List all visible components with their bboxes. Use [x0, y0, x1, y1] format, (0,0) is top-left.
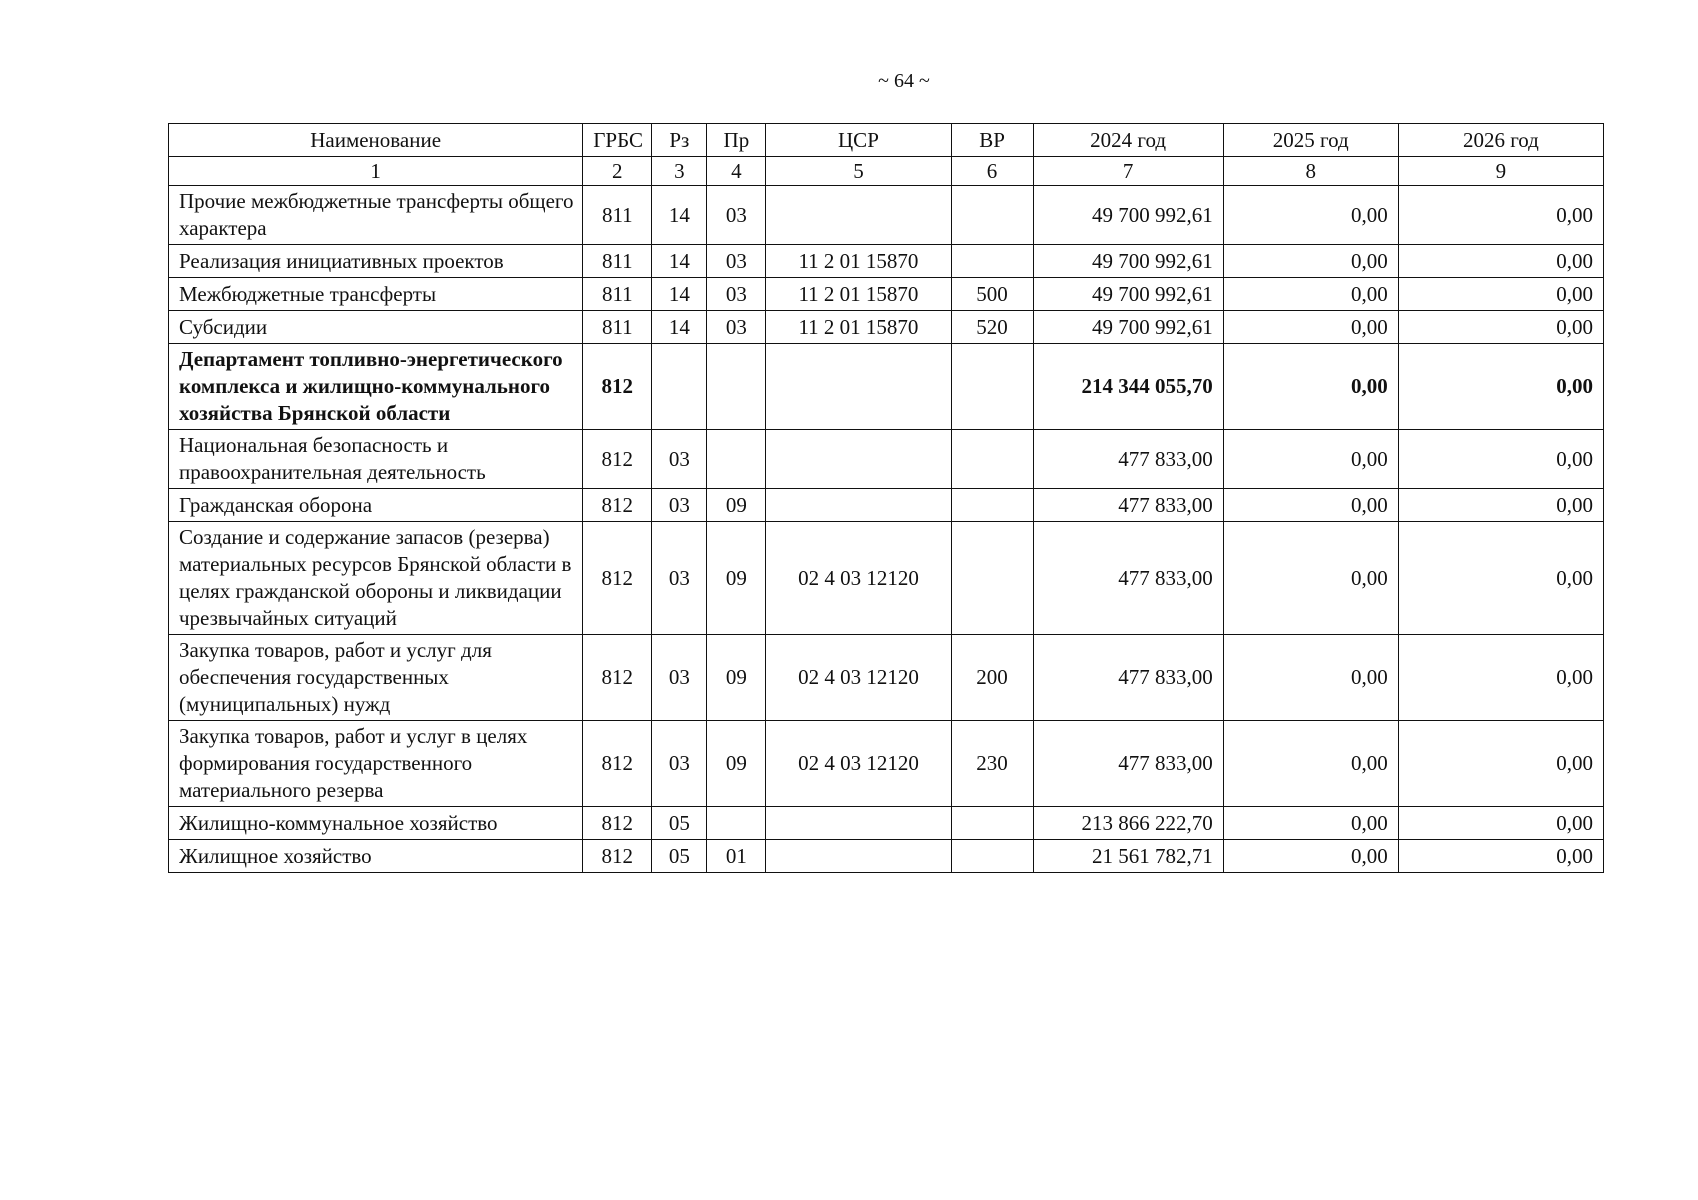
cell-2024: 477 833,00 [1033, 721, 1223, 807]
cell-2026: 0,00 [1398, 186, 1603, 245]
cell-csr: 02 4 03 12120 [766, 721, 951, 807]
cell-vr: 500 [951, 278, 1033, 311]
cell-csr: 11 2 01 15870 [766, 245, 951, 278]
cell-vr [951, 245, 1033, 278]
cell-2025: 0,00 [1223, 635, 1398, 721]
cell-csr [766, 807, 951, 840]
cell-rz: 03 [652, 430, 707, 489]
header-cell-2025: 2025 год [1223, 124, 1398, 157]
header-cell-vr: ВР [951, 124, 1033, 157]
cell-vr [951, 522, 1033, 635]
cell-grbs: 812 [583, 344, 652, 430]
cell-name: Субсидии [169, 311, 583, 344]
cell-2026: 0,00 [1398, 245, 1603, 278]
cell-2025: 0,00 [1223, 311, 1398, 344]
cell-2025: 0,00 [1223, 721, 1398, 807]
cell-csr: 02 4 03 12120 [766, 522, 951, 635]
cell-csr [766, 430, 951, 489]
cell-2024: 49 700 992,61 [1033, 278, 1223, 311]
cell-name: Закупка товаров, работ и услуг в целях формирования государственного материального резерва [169, 721, 583, 807]
cell-name: Межбюджетные трансферты [169, 278, 583, 311]
cell-csr [766, 840, 951, 873]
header-cell-2026: 2026 год [1398, 124, 1603, 157]
cell-2024: 477 833,00 [1033, 489, 1223, 522]
cell-pr: 09 [707, 489, 766, 522]
cell-name: Создание и содержание запасов (резерва) материальных ресурсов Брянской области в целях гражданской обороны и ликвидации чрезвычайных ситуаций [169, 522, 583, 635]
cell-2025: 0,00 [1223, 344, 1398, 430]
cell-2026: 0,00 [1398, 430, 1603, 489]
cell-vr [951, 344, 1033, 430]
cell-2025: 0,00 [1223, 489, 1398, 522]
cell-csr [766, 186, 951, 245]
cell-grbs: 812 [583, 635, 652, 721]
table-row [169, 311, 1604, 344]
cell-csr [766, 344, 951, 430]
header-row [169, 124, 1604, 157]
cell-2025: 0,00 [1223, 186, 1398, 245]
table-row [169, 245, 1604, 278]
column-number: 1 [169, 157, 583, 186]
cell-name: Жилищное хозяйство [169, 840, 583, 873]
cell-2025: 0,00 [1223, 840, 1398, 873]
cell-name: Национальная безопасность и правоохранительная деятельность [169, 430, 583, 489]
column-number: 4 [707, 157, 766, 186]
cell-vr [951, 807, 1033, 840]
cell-vr [951, 840, 1033, 873]
cell-2024: 214 344 055,70 [1033, 344, 1223, 430]
header-cell-grbs: ГРБС [583, 124, 652, 157]
cell-pr: 09 [707, 635, 766, 721]
table-row [169, 840, 1604, 873]
cell-2025: 0,00 [1223, 807, 1398, 840]
cell-pr: 09 [707, 522, 766, 635]
cell-pr [707, 430, 766, 489]
cell-csr: 11 2 01 15870 [766, 311, 951, 344]
cell-2024: 213 866 222,70 [1033, 807, 1223, 840]
cell-grbs: 812 [583, 721, 652, 807]
cell-vr: 200 [951, 635, 1033, 721]
budget-table [168, 123, 1604, 873]
cell-2026: 0,00 [1398, 489, 1603, 522]
cell-grbs: 811 [583, 278, 652, 311]
page-number: ~ 64 ~ [878, 70, 930, 92]
cell-2026: 0,00 [1398, 807, 1603, 840]
table-row [169, 635, 1604, 721]
column-number: 5 [766, 157, 951, 186]
cell-rz: 03 [652, 489, 707, 522]
cell-pr [707, 344, 766, 430]
header-cell-name: Наименование [169, 124, 583, 157]
cell-name: Гражданская оборона [169, 489, 583, 522]
cell-vr: 230 [951, 721, 1033, 807]
cell-2026: 0,00 [1398, 278, 1603, 311]
cell-rz: 14 [652, 278, 707, 311]
table-row [169, 489, 1604, 522]
cell-2026: 0,00 [1398, 635, 1603, 721]
cell-vr [951, 430, 1033, 489]
cell-2024: 49 700 992,61 [1033, 311, 1223, 344]
cell-grbs: 812 [583, 489, 652, 522]
column-number-row [169, 157, 1604, 186]
cell-grbs: 812 [583, 522, 652, 635]
table-row [169, 430, 1604, 489]
cell-pr: 03 [707, 311, 766, 344]
cell-2026: 0,00 [1398, 522, 1603, 635]
cell-pr: 03 [707, 278, 766, 311]
table-row [169, 807, 1604, 840]
cell-pr: 03 [707, 186, 766, 245]
cell-2024: 477 833,00 [1033, 522, 1223, 635]
cell-2024: 21 561 782,71 [1033, 840, 1223, 873]
header-cell-2024: 2024 год [1033, 124, 1223, 157]
cell-csr [766, 489, 951, 522]
column-number: 9 [1398, 157, 1603, 186]
cell-pr: 03 [707, 245, 766, 278]
cell-pr [707, 807, 766, 840]
table-row [169, 344, 1604, 430]
cell-2025: 0,00 [1223, 522, 1398, 635]
cell-pr: 01 [707, 840, 766, 873]
cell-vr [951, 186, 1033, 245]
cell-name: Департамент топливно-энергетического комплекса и жилищно-коммунального хозяйства Брянской области [169, 344, 583, 430]
cell-rz: 03 [652, 721, 707, 807]
cell-rz [652, 344, 707, 430]
cell-name: Жилищно-коммунальное хозяйство [169, 807, 583, 840]
table-header [169, 124, 1604, 186]
cell-rz: 14 [652, 186, 707, 245]
cell-2025: 0,00 [1223, 245, 1398, 278]
cell-grbs: 812 [583, 840, 652, 873]
cell-2026: 0,00 [1398, 344, 1603, 430]
cell-grbs: 812 [583, 430, 652, 489]
table-body [169, 186, 1604, 873]
column-number: 8 [1223, 157, 1398, 186]
cell-csr: 02 4 03 12120 [766, 635, 951, 721]
cell-csr: 11 2 01 15870 [766, 278, 951, 311]
cell-name: Реализация инициативных проектов [169, 245, 583, 278]
cell-rz: 14 [652, 311, 707, 344]
cell-2026: 0,00 [1398, 311, 1603, 344]
header-cell-pr: Пр [707, 124, 766, 157]
cell-grbs: 811 [583, 186, 652, 245]
table-row [169, 522, 1604, 635]
cell-grbs: 811 [583, 311, 652, 344]
cell-2026: 0,00 [1398, 840, 1603, 873]
cell-rz: 03 [652, 635, 707, 721]
cell-vr: 520 [951, 311, 1033, 344]
cell-grbs: 812 [583, 807, 652, 840]
header-cell-rz: Рз [652, 124, 707, 157]
cell-name: Прочие межбюджетные трансферты общего характера [169, 186, 583, 245]
header-cell-csr: ЦСР [766, 124, 951, 157]
cell-2024: 477 833,00 [1033, 430, 1223, 489]
cell-rz: 03 [652, 522, 707, 635]
cell-rz: 05 [652, 840, 707, 873]
column-number: 2 [583, 157, 652, 186]
cell-2024: 49 700 992,61 [1033, 186, 1223, 245]
cell-2025: 0,00 [1223, 278, 1398, 311]
column-number: 6 [951, 157, 1033, 186]
cell-2025: 0,00 [1223, 430, 1398, 489]
table-row [169, 186, 1604, 245]
cell-rz: 05 [652, 807, 707, 840]
cell-vr [951, 489, 1033, 522]
cell-rz: 14 [652, 245, 707, 278]
cell-grbs: 811 [583, 245, 652, 278]
cell-2026: 0,00 [1398, 721, 1603, 807]
cell-2024: 477 833,00 [1033, 635, 1223, 721]
column-number: 7 [1033, 157, 1223, 186]
table-row [169, 278, 1604, 311]
cell-pr: 09 [707, 721, 766, 807]
column-number: 3 [652, 157, 707, 186]
cell-2024: 49 700 992,61 [1033, 245, 1223, 278]
cell-name: Закупка товаров, работ и услуг для обеспечения государственных (муниципальных) нужд [169, 635, 583, 721]
table-row [169, 721, 1604, 807]
